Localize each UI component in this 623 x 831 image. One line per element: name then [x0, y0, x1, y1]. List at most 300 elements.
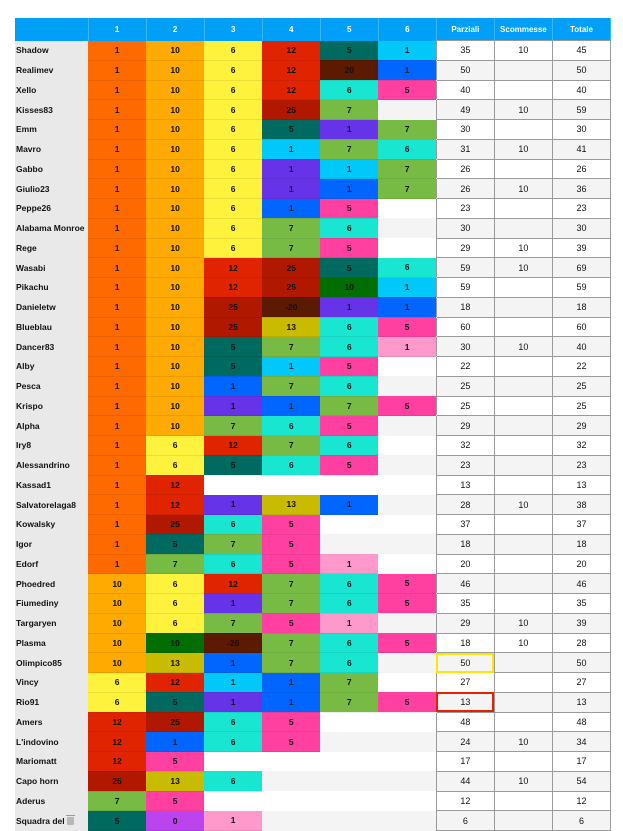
- round-4-score[interactable]: 1: [262, 159, 320, 179]
- round-5-score[interactable]: 10: [320, 278, 378, 298]
- round-3-score[interactable]: 6: [204, 732, 262, 752]
- round-1-score[interactable]: 1: [88, 475, 146, 495]
- round-5-empty[interactable]: [320, 712, 378, 732]
- parziali-cell[interactable]: 50: [436, 653, 494, 673]
- scommesse-cell[interactable]: 10: [494, 139, 552, 159]
- table-row[interactable]: [15, 594, 611, 614]
- round-1-score[interactable]: 1: [88, 297, 146, 317]
- round-4-score[interactable]: 1: [262, 139, 320, 159]
- totale-cell[interactable]: 59: [552, 278, 610, 298]
- table-row[interactable]: [15, 376, 611, 396]
- round-2-score[interactable]: 13: [146, 653, 204, 673]
- round-5-score[interactable]: 6: [320, 653, 378, 673]
- round-4-score[interactable]: 5: [262, 613, 320, 633]
- round-6-score[interactable]: 7: [378, 120, 436, 140]
- round-6-empty[interactable]: [378, 673, 436, 693]
- scommesse-cell[interactable]: [494, 455, 552, 475]
- round-1-score[interactable]: 1: [88, 455, 146, 475]
- totale-cell[interactable]: 30: [552, 218, 610, 238]
- round-1-score[interactable]: 1: [88, 139, 146, 159]
- round-6-score[interactable]: 1: [378, 60, 436, 80]
- round-5-score[interactable]: 5: [320, 416, 378, 436]
- round-4-score[interactable]: 5: [262, 515, 320, 535]
- parziali-cell[interactable]: 31: [436, 139, 494, 159]
- table-row[interactable]: [15, 811, 611, 831]
- round-5-score[interactable]: 5: [320, 41, 378, 61]
- round-6-score[interactable]: 1: [378, 297, 436, 317]
- round-6-empty[interactable]: [378, 436, 436, 456]
- round-3-score[interactable]: 1: [204, 396, 262, 416]
- round-4-empty[interactable]: [262, 791, 320, 811]
- table-row[interactable]: [15, 752, 611, 772]
- round-3-score[interactable]: 1: [204, 653, 262, 673]
- round-3-score[interactable]: 12: [204, 278, 262, 298]
- round-3-score[interactable]: 12: [204, 574, 262, 594]
- round-6-score[interactable]: 1: [378, 41, 436, 61]
- parziali-cell[interactable]: 28: [436, 495, 494, 515]
- round-3-score[interactable]: 5: [204, 357, 262, 377]
- round-2-score[interactable]: 10: [146, 100, 204, 120]
- round-6-empty[interactable]: [378, 455, 436, 475]
- round-1-score[interactable]: 1: [88, 60, 146, 80]
- round-6-score[interactable]: 6: [378, 258, 436, 278]
- scommesse-cell[interactable]: [494, 120, 552, 140]
- round-1-score[interactable]: 1: [88, 218, 146, 238]
- totale-cell[interactable]: 69: [552, 258, 610, 278]
- table-row[interactable]: [15, 258, 611, 278]
- round-5-score[interactable]: 6: [320, 633, 378, 653]
- round-3-score[interactable]: 6: [204, 139, 262, 159]
- round-5-empty[interactable]: [320, 771, 378, 791]
- round-6-score[interactable]: 5: [378, 633, 436, 653]
- scommesse-cell[interactable]: [494, 80, 552, 100]
- scommesse-cell[interactable]: [494, 791, 552, 811]
- totale-cell[interactable]: 26: [552, 159, 610, 179]
- totale-cell[interactable]: 35: [552, 594, 610, 614]
- round-1-score[interactable]: 1: [88, 554, 146, 574]
- totale-cell[interactable]: 23: [552, 455, 610, 475]
- round-2-score[interactable]: 10: [146, 297, 204, 317]
- round-5-score[interactable]: 1: [320, 554, 378, 574]
- round-6-empty[interactable]: [378, 771, 436, 791]
- round-5-empty[interactable]: [320, 791, 378, 811]
- round-1-score[interactable]: 25: [88, 771, 146, 791]
- scommesse-cell[interactable]: [494, 594, 552, 614]
- table-row[interactable]: [15, 179, 611, 199]
- round-1-score[interactable]: 1: [88, 120, 146, 140]
- round-2-score[interactable]: 6: [146, 594, 204, 614]
- round-3-score[interactable]: 6: [204, 179, 262, 199]
- round-3-score[interactable]: 6: [204, 771, 262, 791]
- table-row[interactable]: [15, 436, 611, 456]
- table-row[interactable]: [15, 278, 611, 298]
- scommesse-cell[interactable]: 10: [494, 633, 552, 653]
- round-2-score[interactable]: 10: [146, 337, 204, 357]
- round-2-score[interactable]: 10: [146, 120, 204, 140]
- round-5-score[interactable]: 1: [320, 179, 378, 199]
- parziali-cell[interactable]: 29: [436, 416, 494, 436]
- round-4-score[interactable]: 1: [262, 357, 320, 377]
- round-1-score[interactable]: 1: [88, 495, 146, 515]
- round-5-score[interactable]: 6: [320, 574, 378, 594]
- round-4-score[interactable]: 7: [262, 653, 320, 673]
- round-1-score[interactable]: 10: [88, 633, 146, 653]
- scommesse-cell[interactable]: [494, 673, 552, 693]
- round-5-score[interactable]: 7: [320, 396, 378, 416]
- parziali-cell[interactable]: 18: [436, 534, 494, 554]
- round-4-score[interactable]: 12: [262, 41, 320, 61]
- table-row[interactable]: [15, 159, 611, 179]
- parziali-cell[interactable]: 32: [436, 436, 494, 456]
- round-1-score[interactable]: 7: [88, 791, 146, 811]
- round-6-empty[interactable]: [378, 100, 436, 120]
- round-2-score[interactable]: 10: [146, 159, 204, 179]
- parziali-cell[interactable]: 17: [436, 752, 494, 772]
- round-3-score[interactable]: 12: [204, 436, 262, 456]
- table-row[interactable]: [15, 218, 611, 238]
- totale-cell[interactable]: 22: [552, 357, 610, 377]
- round-2-score[interactable]: 5: [146, 752, 204, 772]
- parziali-cell[interactable]: 46: [436, 574, 494, 594]
- round-5-score[interactable]: 7: [320, 139, 378, 159]
- parziali-cell[interactable]: 24: [436, 732, 494, 752]
- totale-cell[interactable]: 13: [552, 475, 610, 495]
- round-4-score[interactable]: 6: [262, 455, 320, 475]
- scommesse-cell[interactable]: 10: [494, 337, 552, 357]
- totale-cell[interactable]: 28: [552, 633, 610, 653]
- round-4-score[interactable]: 1: [262, 692, 320, 712]
- round-1-score[interactable]: 5: [88, 811, 146, 831]
- round-2-score[interactable]: 10: [146, 139, 204, 159]
- round-5-empty[interactable]: [320, 534, 378, 554]
- round-2-score[interactable]: 12: [146, 495, 204, 515]
- round-4-score[interactable]: 12: [262, 80, 320, 100]
- totale-cell[interactable]: 18: [552, 534, 610, 554]
- parziali-cell[interactable]: 40: [436, 80, 494, 100]
- scommesse-cell[interactable]: [494, 692, 552, 712]
- round-2-score[interactable]: 10: [146, 60, 204, 80]
- round-2-score[interactable]: 12: [146, 673, 204, 693]
- round-2-score[interactable]: 6: [146, 455, 204, 475]
- round-4-score[interactable]: 25: [262, 258, 320, 278]
- round-3-score[interactable]: 6: [204, 554, 262, 574]
- round-1-score[interactable]: 1: [88, 100, 146, 120]
- parziali-cell[interactable]: 30: [436, 218, 494, 238]
- round-1-score[interactable]: 1: [88, 258, 146, 278]
- round-6-empty[interactable]: [378, 475, 436, 495]
- totale-cell[interactable]: 38: [552, 495, 610, 515]
- round-1-score[interactable]: 1: [88, 337, 146, 357]
- table-row[interactable]: [15, 613, 611, 633]
- round-3-score[interactable]: 6: [204, 199, 262, 219]
- scommesse-cell[interactable]: 10: [494, 771, 552, 791]
- totale-cell[interactable]: 18: [552, 297, 610, 317]
- parziali-cell[interactable]: 6: [436, 811, 494, 831]
- round-2-score[interactable]: 10: [146, 416, 204, 436]
- parziali-cell[interactable]: 22: [436, 357, 494, 377]
- table-row[interactable]: [15, 712, 611, 732]
- round-6-empty[interactable]: [378, 376, 436, 396]
- totale-cell[interactable]: 59: [552, 100, 610, 120]
- parziali-cell[interactable]: 44: [436, 771, 494, 791]
- table-row[interactable]: [15, 475, 611, 495]
- scommesse-cell[interactable]: 10: [494, 100, 552, 120]
- round-3-score[interactable]: 25: [204, 297, 262, 317]
- totale-cell[interactable]: 40: [552, 80, 610, 100]
- round-1-score[interactable]: 1: [88, 199, 146, 219]
- round-2-score[interactable]: 10: [146, 376, 204, 396]
- scommesse-cell[interactable]: [494, 712, 552, 732]
- totale-cell[interactable]: 23: [552, 199, 610, 219]
- parziali-cell[interactable]: 30: [436, 120, 494, 140]
- table-row[interactable]: [15, 357, 611, 377]
- round-5-score[interactable]: 1: [320, 495, 378, 515]
- parziali-cell[interactable]: 37: [436, 515, 494, 535]
- round-1-score[interactable]: 1: [88, 41, 146, 61]
- round-4-score[interactable]: 7: [262, 218, 320, 238]
- round-5-score[interactable]: 6: [320, 218, 378, 238]
- parziali-cell[interactable]: 59: [436, 258, 494, 278]
- round-4-empty[interactable]: [262, 771, 320, 791]
- round-2-score[interactable]: 1: [146, 732, 204, 752]
- round-6-empty[interactable]: [378, 495, 436, 515]
- totale-cell[interactable]: 37: [552, 515, 610, 535]
- round-2-score[interactable]: 10: [146, 179, 204, 199]
- round-2-score[interactable]: 10: [146, 633, 204, 653]
- table-row[interactable]: [15, 80, 611, 100]
- totale-cell[interactable]: 20: [552, 554, 610, 574]
- round-2-score[interactable]: 10: [146, 357, 204, 377]
- round-3-score[interactable]: 6: [204, 712, 262, 732]
- table-row[interactable]: [15, 495, 611, 515]
- round-3-score[interactable]: 1: [204, 495, 262, 515]
- scommesse-cell[interactable]: 10: [494, 258, 552, 278]
- round-6-score[interactable]: 6: [378, 139, 436, 159]
- table-row[interactable]: [15, 534, 611, 554]
- scommesse-cell[interactable]: [494, 554, 552, 574]
- round-2-score[interactable]: 7: [146, 554, 204, 574]
- round-6-empty[interactable]: [378, 515, 436, 535]
- parziali-cell[interactable]: 29: [436, 238, 494, 258]
- table-row[interactable]: [15, 41, 611, 61]
- scommesse-cell[interactable]: [494, 60, 552, 80]
- scommesse-cell[interactable]: [494, 475, 552, 495]
- round-2-score[interactable]: 10: [146, 317, 204, 337]
- round-6-score[interactable]: 5: [378, 594, 436, 614]
- table-row[interactable]: [15, 60, 611, 80]
- parziali-cell[interactable]: 27: [436, 673, 494, 693]
- scommesse-cell[interactable]: [494, 752, 552, 772]
- round-3-score[interactable]: 25: [204, 317, 262, 337]
- round-2-score[interactable]: 25: [146, 515, 204, 535]
- round-5-score[interactable]: 7: [320, 100, 378, 120]
- round-6-empty[interactable]: [378, 238, 436, 258]
- round-5-score[interactable]: 6: [320, 317, 378, 337]
- scommesse-cell[interactable]: 10: [494, 41, 552, 61]
- round-3-score[interactable]: 1: [204, 811, 262, 831]
- round-6-empty[interactable]: [378, 791, 436, 811]
- scommesse-cell[interactable]: [494, 199, 552, 219]
- parziali-cell[interactable]: 18: [436, 297, 494, 317]
- round-1-score[interactable]: 1: [88, 534, 146, 554]
- round-4-score[interactable]: -20: [262, 297, 320, 317]
- round-2-score[interactable]: 10: [146, 278, 204, 298]
- table-row[interactable]: [15, 396, 611, 416]
- round-5-empty[interactable]: [320, 752, 378, 772]
- round-3-score[interactable]: 5: [204, 337, 262, 357]
- scommesse-cell[interactable]: [494, 515, 552, 535]
- parziali-cell[interactable]: 13: [436, 692, 494, 712]
- scommesse-cell[interactable]: 10: [494, 179, 552, 199]
- round-3-score[interactable]: 7: [204, 613, 262, 633]
- scommesse-cell[interactable]: 10: [494, 732, 552, 752]
- round-4-score[interactable]: 25: [262, 100, 320, 120]
- round-3-score[interactable]: 6: [204, 100, 262, 120]
- round-2-score[interactable]: 6: [146, 574, 204, 594]
- scommesse-cell[interactable]: [494, 278, 552, 298]
- round-4-score[interactable]: 1: [262, 199, 320, 219]
- table-row[interactable]: [15, 673, 611, 693]
- round-2-score[interactable]: 13: [146, 771, 204, 791]
- round-6-empty[interactable]: [378, 752, 436, 772]
- table-row[interactable]: [15, 633, 611, 653]
- round-5-score[interactable]: 7: [320, 673, 378, 693]
- round-5-empty[interactable]: [320, 475, 378, 495]
- round-1-score[interactable]: 1: [88, 436, 146, 456]
- table-row[interactable]: [15, 692, 611, 712]
- round-3-score[interactable]: 12: [204, 258, 262, 278]
- totale-cell[interactable]: 46: [552, 574, 610, 594]
- scommesse-cell[interactable]: [494, 811, 552, 831]
- totale-cell[interactable]: 6: [552, 811, 610, 831]
- parziali-cell[interactable]: 48: [436, 712, 494, 732]
- parziali-cell[interactable]: 59: [436, 278, 494, 298]
- round-5-empty[interactable]: [320, 515, 378, 535]
- round-1-score[interactable]: 1: [88, 396, 146, 416]
- scommesse-cell[interactable]: [494, 436, 552, 456]
- table-row[interactable]: [15, 791, 611, 811]
- round-6-score[interactable]: 1: [378, 337, 436, 357]
- round-5-score[interactable]: 1: [320, 297, 378, 317]
- totale-cell[interactable]: 39: [552, 238, 610, 258]
- round-3-score[interactable]: 6: [204, 159, 262, 179]
- scommesse-cell[interactable]: [494, 534, 552, 554]
- round-1-score[interactable]: 1: [88, 278, 146, 298]
- round-5-score[interactable]: 7: [320, 692, 378, 712]
- totale-cell[interactable]: 29: [552, 416, 610, 436]
- round-5-score[interactable]: 6: [320, 594, 378, 614]
- round-3-score[interactable]: 6: [204, 218, 262, 238]
- round-3-score[interactable]: 1: [204, 594, 262, 614]
- round-2-score[interactable]: 10: [146, 80, 204, 100]
- round-1-score[interactable]: 1: [88, 80, 146, 100]
- round-6-empty[interactable]: [378, 712, 436, 732]
- round-1-score[interactable]: 10: [88, 574, 146, 594]
- totale-cell[interactable]: 48: [552, 712, 610, 732]
- round-4-score[interactable]: 25: [262, 278, 320, 298]
- parziali-cell[interactable]: 26: [436, 159, 494, 179]
- totale-cell[interactable]: 36: [552, 179, 610, 199]
- table-row[interactable]: [15, 574, 611, 594]
- round-2-score[interactable]: 5: [146, 791, 204, 811]
- parziali-cell[interactable]: 25: [436, 396, 494, 416]
- parziali-cell[interactable]: 60: [436, 317, 494, 337]
- round-3-score[interactable]: 6: [204, 60, 262, 80]
- round-5-score[interactable]: 1: [320, 120, 378, 140]
- parziali-cell[interactable]: 30: [436, 337, 494, 357]
- round-5-score[interactable]: 5: [320, 199, 378, 219]
- round-1-score[interactable]: 1: [88, 416, 146, 436]
- round-1-score[interactable]: 12: [88, 712, 146, 732]
- totale-cell[interactable]: 25: [552, 376, 610, 396]
- round-4-score[interactable]: 5: [262, 732, 320, 752]
- scommesse-cell[interactable]: [494, 218, 552, 238]
- round-3-empty[interactable]: [204, 752, 262, 772]
- round-2-score[interactable]: 12: [146, 475, 204, 495]
- round-3-score[interactable]: 6: [204, 515, 262, 535]
- round-4-empty[interactable]: [262, 475, 320, 495]
- round-1-score[interactable]: 10: [88, 594, 146, 614]
- round-4-score[interactable]: 1: [262, 179, 320, 199]
- round-5-score[interactable]: 5: [320, 238, 378, 258]
- parziali-cell[interactable]: 25: [436, 376, 494, 396]
- round-6-empty[interactable]: [378, 416, 436, 436]
- round-5-score[interactable]: 1: [320, 613, 378, 633]
- round-4-score[interactable]: 12: [262, 60, 320, 80]
- round-6-score[interactable]: 7: [378, 179, 436, 199]
- table-row[interactable]: [15, 199, 611, 219]
- parziali-cell[interactable]: 35: [436, 594, 494, 614]
- round-1-score[interactable]: 12: [88, 752, 146, 772]
- scommesse-cell[interactable]: [494, 416, 552, 436]
- round-4-score[interactable]: 7: [262, 633, 320, 653]
- round-1-score[interactable]: 12: [88, 732, 146, 752]
- totale-cell[interactable]: 54: [552, 771, 610, 791]
- table-row[interactable]: [15, 732, 611, 752]
- scommesse-cell[interactable]: 10: [494, 613, 552, 633]
- table-row[interactable]: [15, 416, 611, 436]
- round-4-score[interactable]: 7: [262, 436, 320, 456]
- round-6-empty[interactable]: [378, 218, 436, 238]
- totale-cell[interactable]: 32: [552, 436, 610, 456]
- round-4-score[interactable]: 6: [262, 416, 320, 436]
- totale-cell[interactable]: 41: [552, 139, 610, 159]
- scommesse-cell[interactable]: [494, 317, 552, 337]
- round-2-score[interactable]: 10: [146, 218, 204, 238]
- round-6-empty[interactable]: [378, 732, 436, 752]
- scommesse-cell[interactable]: 10: [494, 495, 552, 515]
- table-row[interactable]: [15, 653, 611, 673]
- parziali-cell[interactable]: 12: [436, 791, 494, 811]
- totale-cell[interactable]: 39: [552, 613, 610, 633]
- totale-cell[interactable]: 60: [552, 317, 610, 337]
- round-4-score[interactable]: 7: [262, 238, 320, 258]
- table-row[interactable]: [15, 317, 611, 337]
- totale-cell[interactable]: 17: [552, 752, 610, 772]
- round-1-score[interactable]: 10: [88, 653, 146, 673]
- round-3-score[interactable]: 6: [204, 120, 262, 140]
- parziali-cell[interactable]: 23: [436, 455, 494, 475]
- totale-cell[interactable]: 50: [552, 653, 610, 673]
- round-6-empty[interactable]: [378, 554, 436, 574]
- round-6-empty[interactable]: [378, 811, 436, 831]
- scommesse-cell[interactable]: [494, 653, 552, 673]
- parziali-cell[interactable]: 50: [436, 60, 494, 80]
- round-1-score[interactable]: 1: [88, 159, 146, 179]
- round-4-empty[interactable]: [262, 752, 320, 772]
- round-4-score[interactable]: 13: [262, 495, 320, 515]
- round-4-empty[interactable]: [262, 811, 320, 831]
